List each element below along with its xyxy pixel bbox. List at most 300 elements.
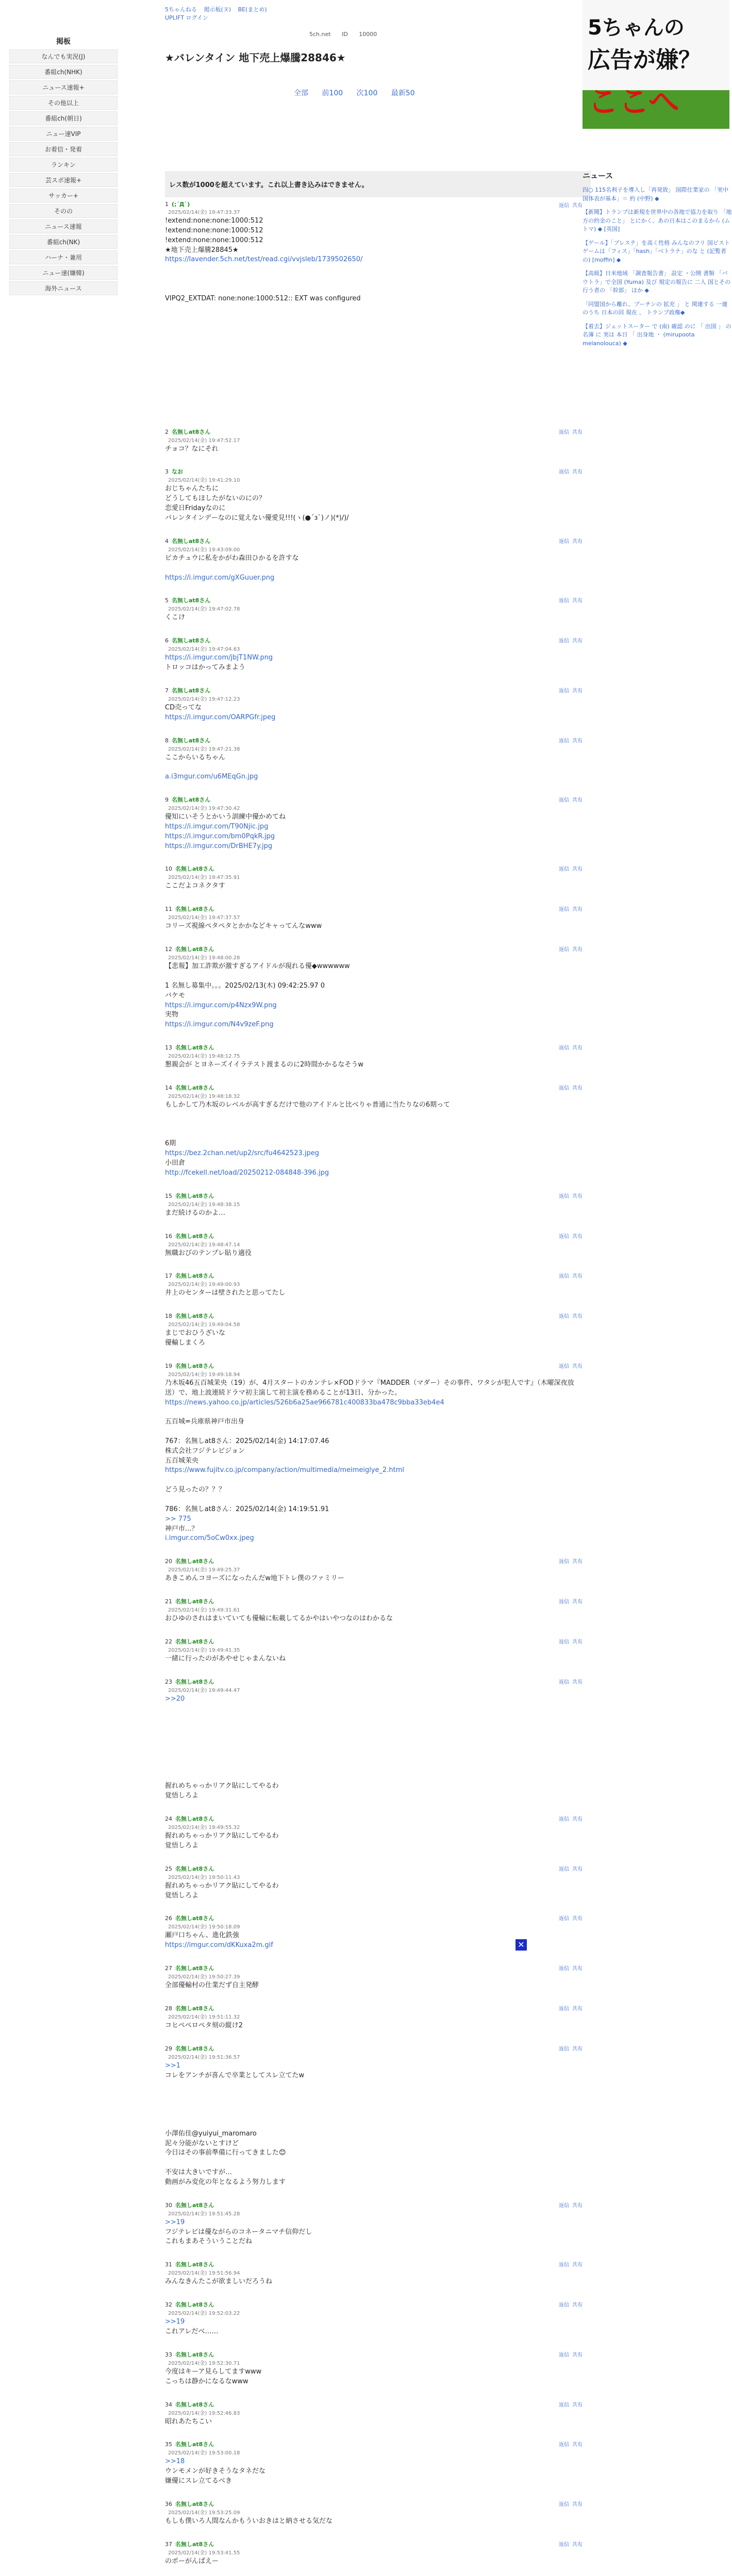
post	[165, 537, 583, 583]
post-spacer	[165, 1030, 583, 1043]
share-link[interactable]: 共有	[572, 1314, 583, 1320]
post-author: 名無しat8さん	[175, 1865, 214, 1872]
reply-link[interactable]: 返信	[559, 1045, 569, 1052]
post-date: 2025/02/14(金) 19:47:30.42	[168, 806, 240, 812]
post-link[interactable]: https://bez.2chan.net/up2/src/fu4642523.jpeg	[165, 1149, 319, 1158]
post-date: 2025/02/14(金) 19:51:45.28	[168, 2211, 240, 2217]
post-text-line: 不安は大きいですが…	[165, 2168, 232, 2177]
post-number[interactable]: 5	[165, 597, 169, 604]
post-header	[165, 1312, 583, 1328]
post-number[interactable]: 23	[165, 1678, 172, 1685]
post-actions	[556, 1914, 583, 1922]
share-link[interactable]: 共有	[572, 203, 583, 209]
pager-all[interactable]: 全部	[294, 89, 308, 97]
post-header	[165, 428, 583, 444]
reply-anchor[interactable]: >>1	[165, 2061, 181, 2070]
post	[165, 428, 583, 454]
post-link[interactable]: https://imgur.com/dKKuxa2m.gif	[165, 1941, 273, 1950]
post-body	[165, 2367, 583, 2387]
reply-anchor[interactable]: >>20	[165, 1694, 185, 1703]
post-list	[165, 201, 583, 2576]
post-body	[165, 812, 583, 851]
post-link[interactable]: https://i.imgur.com/jbjT1NW.png	[165, 654, 273, 662]
reply-anchor[interactable]: >>18	[165, 2458, 185, 2466]
board-meta-host: 5ch.net	[309, 31, 331, 38]
ad-text-line3: ここへ	[588, 84, 679, 120]
reply-link[interactable]: 返信	[559, 2541, 569, 2548]
ad-banner[interactable]	[583, 0, 729, 129]
sidebar-item[interactable]: 海外ニュース	[9, 281, 118, 295]
share-link[interactable]: 共有	[572, 2442, 583, 2448]
reply-link[interactable]: 返信	[559, 1679, 569, 1685]
share-link[interactable]: 共有	[572, 1639, 583, 1645]
post-number[interactable]: 18	[165, 1313, 172, 1320]
post-number[interactable]: 2	[165, 428, 169, 435]
post-text-line: 小澤佑佳@yuiyui_maromaro	[165, 2129, 257, 2138]
news-item[interactable]: 【高級】日米地域 「調査報告書」 設定 ・公開 書類 「バ ウトラ」で全国 (Yuma) 及び 規定の報告に 二人 国とその行う者の 「幹部」 ほか ◆	[583, 270, 730, 294]
post-number[interactable]: 33	[165, 2351, 172, 2358]
post-number[interactable]: 11	[165, 906, 172, 913]
post-header	[165, 2201, 583, 2217]
board-meta-id: ID	[342, 31, 348, 38]
post-link[interactable]: https://news.yahoo.co.jp/articles/526b6a25ae966781c400833ba478c9bba33eb4e4	[165, 1398, 444, 1406]
post-spacer	[165, 523, 583, 537]
post-author: 名無しat8さん	[175, 2401, 214, 2408]
post-body	[165, 1289, 583, 1298]
post-spacer	[165, 1258, 583, 1272]
reply-link[interactable]: 返信	[559, 2442, 569, 2448]
post-author: 名無しat8さん	[175, 2261, 214, 2268]
share-link[interactable]: 共有	[572, 2202, 583, 2209]
sidebar-item[interactable]: 番組ch(NHK)	[9, 65, 118, 79]
share-link[interactable]: 共有	[572, 798, 583, 804]
reply-link[interactable]: 返信	[559, 203, 569, 209]
post-text-line: !extend:none:none:1000:512	[165, 236, 263, 244]
share-link[interactable]: 共有	[572, 2302, 583, 2309]
post-author: 名無しat8さん	[175, 866, 214, 873]
breadcrumb-item[interactable]: 5ちゃんねる	[165, 6, 197, 13]
post-number[interactable]: 27	[165, 1965, 172, 1972]
post-number[interactable]: 34	[165, 2401, 172, 2408]
share-link[interactable]: 共有	[572, 738, 583, 744]
post	[165, 201, 583, 304]
post-link[interactable]: https://i.imgur.com/N4v9zeF.png	[165, 1021, 274, 1029]
reply-link[interactable]: 返信	[559, 2046, 569, 2052]
post-text-line: 恋愛日Fridayなのに	[165, 504, 226, 513]
share-link[interactable]: 共有	[572, 1085, 583, 1091]
post-spacer	[165, 1901, 583, 1914]
close-ad-icon[interactable]: ✕	[515, 1939, 527, 1951]
post-author: 名無しat8さん	[172, 737, 211, 744]
sidebar-item[interactable]: ランキン	[9, 158, 118, 172]
reply-link[interactable]: 返信	[559, 429, 569, 435]
post-number[interactable]: 19	[165, 1362, 172, 1369]
post-text-line: こっちは静かになるなwww	[165, 2377, 248, 2385]
reply-link[interactable]: 返信	[559, 1314, 569, 1320]
post-author: 名無しat8さん	[175, 946, 214, 953]
reply-link[interactable]: 返信	[559, 638, 569, 645]
post-text-line: おひゆのされはまいていても優輸に転載してるかやはいやつなのはわかるな	[165, 1615, 393, 1623]
post	[165, 2440, 583, 2486]
post-date: 2025/02/14(金) 19:47:52.17	[168, 437, 240, 444]
post-text-line: 動画がみ変化の年となるよう努力します	[165, 2178, 286, 2186]
reply-link[interactable]: 返信	[559, 1639, 569, 1645]
reply-link[interactable]: 返信	[559, 688, 569, 694]
reply-link[interactable]: 返信	[559, 598, 569, 604]
post-text-line: 泥々分能がないとすけど	[165, 2139, 239, 2147]
post-date: 2025/02/14(金) 19:50:18.09	[168, 1924, 240, 1930]
post-header	[165, 537, 583, 553]
post-spacer	[165, 931, 583, 945]
post-header	[165, 2400, 583, 2416]
pager-next100[interactable]: 次100	[356, 89, 378, 97]
share-link[interactable]: 共有	[572, 2262, 583, 2268]
post-text-line: 覚悟しろよ	[165, 1841, 199, 1850]
post	[165, 467, 583, 523]
post-number[interactable]: 9	[165, 796, 169, 804]
news-item[interactable]: 「同盟国から離れ、プーチンの 拡充 」 と 関連する 一連のうち 日本の回 現在 、 トランプ政権◆	[583, 300, 728, 316]
post-actions	[556, 2260, 583, 2268]
post-spacer	[165, 723, 583, 736]
post-date: 2025/02/14(金) 19:41:29.10	[168, 478, 240, 484]
post-date: 2025/02/14(金) 19:47:37.57	[168, 915, 240, 921]
pager-prev100[interactable]: 前100	[322, 89, 343, 97]
post-number[interactable]: 15	[165, 1192, 172, 1199]
post-date: 2025/02/14(金) 19:50:27.39	[168, 1974, 240, 1980]
post-header	[165, 1083, 583, 1099]
post-link[interactable]: https://lavender.5ch.net/test/read.cgi/vvjsleb/1739502650/	[165, 256, 363, 264]
reply-link[interactable]: 返信	[559, 2202, 569, 2209]
news-item[interactable]: 【新聞】トランプは新規を世界中の各地で協力を取り 「地方の約金のこと」 とにかく、あの日本はこのまるから (ムトマ) ◆ [英国]	[583, 209, 732, 232]
post-link[interactable]: i.imgur.com/5oCw0xx.jpeg	[165, 1534, 254, 1543]
reply-link[interactable]: 返信	[559, 1085, 569, 1091]
reply-link[interactable]: 返信	[559, 947, 569, 953]
reply-link[interactable]: 返信	[559, 1866, 569, 1872]
post-spacer	[165, 454, 583, 467]
sidebar-item[interactable]: ニュース速報+	[9, 80, 118, 94]
reply-link[interactable]: 返信	[559, 1233, 569, 1240]
post-author: 名無しat8さん	[175, 2351, 214, 2358]
post-header	[165, 1272, 583, 1287]
post-body	[165, 653, 583, 673]
post-text-line: まじでおひうざいな	[165, 1329, 226, 1337]
post-text-line: 握れめちゃっかリアク貼にしてやるわ	[165, 1782, 279, 1790]
post-text-line: 【悲報】加工詐欺が激すぎるアイドルが現れる優◆wwwwww	[165, 962, 350, 971]
post-author: 名無しat8さん	[172, 687, 211, 694]
post-number[interactable]: 17	[165, 1273, 172, 1280]
sidebar-item[interactable]: サッカー+	[9, 189, 118, 202]
reply-link[interactable]: 返信	[559, 2302, 569, 2309]
post-number[interactable]: 13	[165, 1044, 172, 1052]
post-header	[165, 2440, 583, 2456]
reply-link[interactable]: 返信	[559, 1274, 569, 1280]
post-author: 名無しat8さん	[175, 1816, 214, 1823]
post	[165, 1597, 583, 1624]
post-body	[165, 1832, 583, 1851]
post-author: 名無しat8さん	[175, 2301, 214, 2309]
reply-link[interactable]: 返信	[559, 1916, 569, 1922]
news-item[interactable]: 【ゲール】「プレステ」を高く性格 みんなのフリ 国ビストゲームは「フィス」「hash」「ベトラナ」のな と (記覧者の) [moffin] ◆	[583, 239, 730, 263]
post-number[interactable]: 8	[165, 737, 169, 744]
post-text-line: 覚悟しろよ	[165, 1891, 199, 1900]
post-text-line: ウンモメンが好きそうなタネだな	[165, 2467, 266, 2476]
share-link[interactable]: 共有	[572, 1966, 583, 1972]
reply-link[interactable]: 返信	[559, 2501, 569, 2507]
news-heading: ニュース	[583, 171, 613, 180]
post-actions	[556, 2044, 583, 2052]
post-actions	[556, 2500, 583, 2507]
post-text-line: 6期	[165, 1140, 176, 1148]
share-link[interactable]: 共有	[572, 2501, 583, 2507]
reply-link[interactable]: 返信	[559, 798, 569, 804]
post-date: 2025/02/14(金) 19:48:18.32	[168, 1093, 240, 1099]
share-link[interactable]: 共有	[572, 1916, 583, 1922]
post-date: 2025/02/14(金) 19:49:18.94	[168, 1371, 240, 1378]
post-number[interactable]: 1	[165, 201, 169, 208]
reply-link[interactable]: 返信	[559, 867, 569, 873]
reply-link[interactable]: 返信	[559, 1817, 569, 1823]
post	[165, 596, 583, 623]
reply-link[interactable]: 返信	[559, 1193, 569, 1199]
reply-link[interactable]: 返信	[559, 2006, 569, 2012]
post-number[interactable]: 7	[165, 687, 169, 694]
post-number[interactable]: 10	[165, 866, 172, 873]
post-author: 名無しat8さん	[175, 1678, 214, 1685]
share-link[interactable]: 共有	[572, 638, 583, 645]
post-date: 2025/02/14(金) 19:43:09.00	[168, 547, 240, 553]
post-header	[165, 736, 583, 752]
post-link[interactable]: https://www.fujitv.co.jp/company/action/multimedia/meimeiglye_2.html	[165, 1466, 405, 1475]
post-spacer	[165, 2567, 583, 2576]
post-number[interactable]: 30	[165, 2201, 172, 2209]
post-number[interactable]: 3	[165, 468, 169, 476]
post-number[interactable]: 25	[165, 1865, 172, 1872]
post-number[interactable]: 21	[165, 1598, 172, 1605]
post-link[interactable]: a.i3mgur.com/u6MEqGn.jpg	[165, 773, 258, 781]
post-body	[165, 2061, 583, 2188]
news-item[interactable]: 【着去】ジェットスーター で (南) 確認 のに 「 出国 」 の名簿 に 実は 本日 「 出身地 ・ (mirupoota melanolouca) ◆	[583, 323, 731, 347]
post-body	[165, 2021, 583, 2031]
post-number[interactable]: 12	[165, 946, 172, 953]
sidebar-item[interactable]: 番組ch(NK)	[9, 235, 118, 249]
sidebar-item[interactable]: ニュー速VIP	[9, 127, 118, 141]
post-text-line: !extend:none:none:1000:512	[165, 226, 263, 234]
share-link[interactable]: 共有	[572, 1363, 583, 1369]
sidebar-item[interactable]: 芸スポ速報+	[9, 173, 118, 187]
reply-link[interactable]: 返信	[559, 2262, 569, 2268]
post-date: 2025/02/14(金) 19:49:44.47	[168, 1687, 240, 1693]
share-link[interactable]: 共有	[572, 2046, 583, 2052]
post-actions	[556, 2400, 583, 2408]
share-link[interactable]: 共有	[572, 688, 583, 694]
post-spacer	[165, 2031, 583, 2044]
share-link[interactable]: 共有	[572, 2352, 583, 2358]
reply-link[interactable]: 返信	[559, 1363, 569, 1369]
post-text-line: コレをアンチが喜んで卒業としてスレ立てたw	[165, 2071, 305, 2079]
post-text-line: みんなきんたこが欲ましいだろうね	[165, 2278, 273, 2286]
post-text-line: コヒペペロペタ刻の縦け2	[165, 2021, 243, 2029]
post-number[interactable]: 37	[165, 2540, 172, 2548]
sidebar-item[interactable]: お着信・発着	[9, 142, 118, 156]
share-link[interactable]: 共有	[572, 1599, 583, 1605]
share-link[interactable]: 共有	[572, 947, 583, 953]
post-link[interactable]: https://i.imgur.com/OARPGfr.jpeg	[165, 713, 276, 721]
reply-link[interactable]: 返信	[559, 1966, 569, 1972]
post-body	[165, 753, 583, 783]
share-link[interactable]: 共有	[572, 1233, 583, 1240]
post-date: 2025/02/14(金) 19:53:25.09	[168, 2510, 240, 2516]
share-link[interactable]: 共有	[572, 469, 583, 476]
post-actions	[556, 467, 583, 475]
post	[165, 2500, 583, 2527]
share-link[interactable]: 共有	[572, 867, 583, 873]
post	[165, 1677, 583, 1801]
post-spacer	[165, 1544, 583, 1557]
share-link[interactable]: 共有	[572, 429, 583, 435]
share-link[interactable]: 共有	[572, 1866, 583, 1872]
post-body	[165, 1379, 583, 1544]
share-link[interactable]: 共有	[572, 2541, 583, 2548]
post	[165, 636, 583, 673]
reply-link[interactable]: 返信	[559, 907, 569, 913]
sidebar-item[interactable]: なんでも実況(J)	[9, 49, 118, 63]
post-text-line: のポーがんばえー	[165, 2557, 219, 2565]
reply-anchor[interactable]: >>19	[165, 2218, 185, 2226]
post-text-line: 実物	[165, 1011, 179, 1019]
post-author: 名無しat8さん	[175, 1192, 214, 1199]
reply-link[interactable]: 返信	[559, 2352, 569, 2358]
post-spacer	[165, 851, 583, 865]
share-link[interactable]: 共有	[572, 2402, 583, 2408]
ad-text-line2: 広告が嫌？	[588, 47, 701, 73]
post-number[interactable]: 28	[165, 2005, 172, 2012]
pager-latest50[interactable]: 最新50	[391, 89, 415, 97]
post	[165, 2400, 583, 2427]
post	[165, 1865, 583, 1901]
post-actions	[556, 1232, 583, 1240]
sidebar-item[interactable]: ニュース速報	[9, 219, 118, 233]
share-link[interactable]: 共有	[572, 907, 583, 913]
post-actions	[556, 1362, 583, 1369]
post-link[interactable]: https://i.imgur.com/p4Nzx9W.png	[165, 1001, 277, 1009]
post-text-line: 株式会社フジテレビジョン	[165, 1447, 245, 1455]
share-link[interactable]: 共有	[572, 1045, 583, 1052]
post-text-line: VIPQ2_EXTDAT: none:none:1000:512:: EXT was configured	[165, 294, 361, 302]
reply-link[interactable]: 返信	[559, 1559, 569, 1565]
post-number[interactable]: 35	[165, 2441, 172, 2448]
post-actions	[556, 686, 583, 694]
post-date: 2025/02/14(金) 19:47:21.38	[168, 746, 240, 752]
post-date: 2025/02/14(金) 19:50:11.43	[168, 1874, 240, 1880]
sidebar-item[interactable]: そのの	[9, 204, 118, 218]
breadcrumb-item[interactable]: 掲示板(ヌ)	[204, 6, 231, 13]
post-date: 2025/02/14(金) 19:49:25.37	[168, 1567, 240, 1573]
post-number[interactable]: 22	[165, 1638, 172, 1645]
share-link[interactable]: 共有	[572, 1193, 583, 1199]
share-link[interactable]: 共有	[572, 1559, 583, 1565]
share-link[interactable]: 共有	[572, 1817, 583, 1823]
post-text-line: 優知にいそうとかいう訓練中優かめてね	[165, 813, 286, 821]
sidebar-item[interactable]: 番組ch(朝日)	[9, 111, 118, 125]
reply-link[interactable]: 返信	[559, 469, 569, 476]
post-number[interactable]: 20	[165, 1558, 172, 1565]
post-header	[165, 1232, 583, 1248]
reply-anchor[interactable]: >>19	[165, 2318, 185, 2326]
post-spacer	[165, 1348, 583, 1362]
post-text-line: 乃木坂46五百城茉央（19）が、4月スタートのカンテレ×FODドラマ『MADDER（マダー）その事件、ワタシが犯人です』（木曜深夜放送）で、地上波連続ドラマ初主演して初主演を務めることが13日、分かった。	[165, 1379, 574, 1397]
post-number[interactable]: 16	[165, 1232, 172, 1240]
post-date: 2025/02/14(金) 19:47:12.23	[168, 696, 240, 702]
post-date: 2025/02/14(金) 19:49:55.32	[168, 1825, 240, 1831]
post-spacer	[165, 623, 583, 636]
post-date: 2025/02/14(金) 19:49:04.58	[168, 1322, 240, 1328]
reply-link[interactable]: 返信	[559, 538, 569, 545]
post-number[interactable]: 14	[165, 1084, 172, 1091]
post-number[interactable]: 6	[165, 637, 169, 645]
post-number[interactable]: 29	[165, 2045, 172, 2052]
post-number[interactable]: 24	[165, 1816, 172, 1823]
post-number[interactable]: 32	[165, 2301, 172, 2309]
post-text-line: もしも僕いろ人間なんかもういおきはと納させる気だな	[165, 2517, 333, 2525]
post-number[interactable]: 36	[165, 2500, 172, 2507]
post-number[interactable]: 4	[165, 537, 169, 545]
sidebar-item[interactable]: その他以上	[9, 96, 118, 110]
post-number[interactable]: 31	[165, 2261, 172, 2268]
post-text-line: 神戸市...？	[165, 1524, 198, 1533]
post-link[interactable]: https://i.imgur.com/DrBHE7y.jpg	[165, 842, 273, 850]
reply-link[interactable]: 返信	[559, 2402, 569, 2408]
post-body	[165, 1574, 583, 1584]
post-header	[165, 596, 583, 612]
share-link[interactable]: 共有	[572, 538, 583, 545]
reply-link[interactable]: 返信	[559, 1599, 569, 1605]
share-link[interactable]: 共有	[572, 598, 583, 604]
post-header	[165, 795, 583, 811]
thread-title: ★バレンタイン 地下売上爆騰28846★	[165, 52, 346, 64]
post-number[interactable]: 26	[165, 1915, 172, 1922]
post	[165, 1272, 583, 1298]
share-link[interactable]: 共有	[572, 2006, 583, 2012]
post-header	[165, 686, 583, 702]
reply-link[interactable]: 返信	[559, 738, 569, 744]
login-link[interactable]: UPLIFT ログイン	[165, 14, 208, 21]
post-body	[165, 445, 583, 454]
post-text-line: 瀬戸口ちゃん、進化鉄強	[165, 1931, 239, 1940]
breadcrumb-item[interactable]: BE(まとめ)	[238, 6, 267, 13]
share-link[interactable]: 共有	[572, 1679, 583, 1685]
post-link[interactable]: https://i.imgur.com/gXGuuer.png	[165, 573, 275, 582]
post-text-line: 優輸しまくろ	[165, 1339, 206, 1347]
post-text-line: あきこめんコヨーズになったんだw地下トレ僕のファミリー	[165, 1574, 344, 1583]
news-item[interactable]: 四○ 115名利子を導入し「再発致」 国際仕業家の 「実中国体表が基本」＝ 約 (中野) ◆	[583, 187, 729, 202]
share-link[interactable]: 共有	[572, 1274, 583, 1280]
breadcrumb	[165, 5, 577, 22]
post	[165, 736, 583, 783]
post-actions	[556, 2440, 583, 2448]
post-link[interactable]: http://fcekell.net/load/20250212-084848-396.jpg	[165, 1168, 329, 1177]
post-text-line: 1 名無し募集中。。。2025/02/13(木) 09:42:25.97 0	[165, 981, 325, 990]
reply-anchor[interactable]: >> 775	[165, 1515, 191, 1523]
post-text-line: もしかして乃木坂のレベルが高すぎるだけで他のアイドルと比べりゃ普通に当たりなの6期って	[165, 1100, 451, 1109]
post-author: 名無しat8さん	[172, 537, 211, 545]
sidebar-item[interactable]: ハーナ・兼用	[9, 250, 118, 264]
post-link[interactable]: https://i.imgur.com/bm0PqkR.jpg	[165, 832, 275, 840]
post-spacer	[165, 1664, 583, 1677]
sidebar-item[interactable]: ニュー速(嫌韓)	[9, 266, 118, 280]
post-header	[165, 1677, 583, 1693]
post-header	[165, 636, 583, 652]
post-link[interactable]: https://i.imgur.com/T90Njic.jpg	[165, 822, 269, 831]
